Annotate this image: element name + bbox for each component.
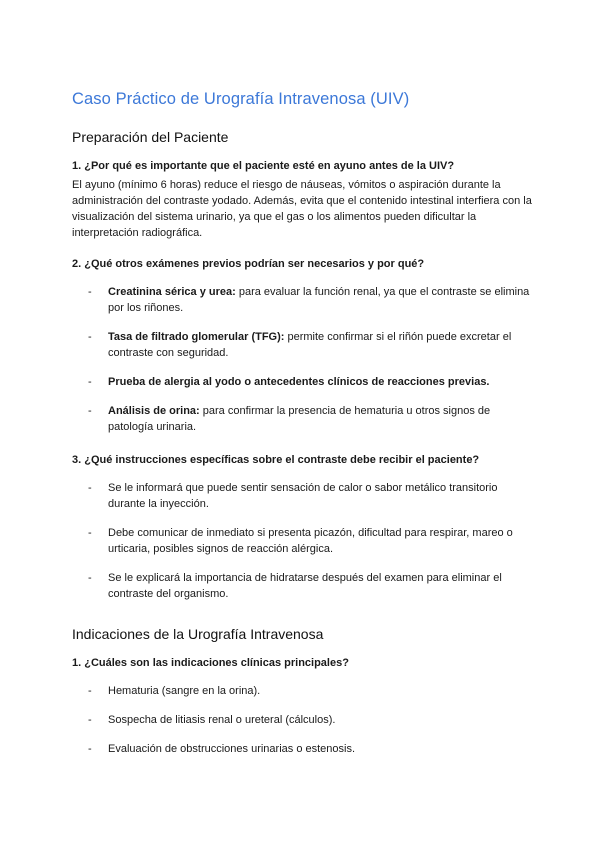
document-page xyxy=(72,90,532,770)
list-item-text: Se le informará que puede sentir sensación de calor o sabor metálico transitorio durante la inyección. xyxy=(108,482,498,510)
section-heading-preparation: Preparación del Paciente xyxy=(72,129,229,145)
section-heading-indications: Indicaciones de la Urografía Intravenosa xyxy=(72,626,324,642)
list-item-text: para evaluar la función renal, ya que el contraste se elimina por los riñones. xyxy=(108,286,530,314)
list-item-bold: Prueba de alergia al yodo o antecedentes clínicos de reacciones previas. xyxy=(108,376,490,388)
list-previous-exams xyxy=(72,284,532,435)
list-item xyxy=(72,712,532,728)
list-item xyxy=(72,480,532,512)
list-item-text: Se le explicará la importancia de hidratarse después del examen para eliminar el contraste del organismo. xyxy=(108,572,502,600)
list-bullet: - xyxy=(88,405,92,417)
list-bullet: - xyxy=(88,743,92,755)
list-item-bold: Creatinina sérica y urea: xyxy=(108,286,236,298)
list-item xyxy=(72,329,532,361)
list-item xyxy=(72,284,532,316)
list-clinical-indications xyxy=(72,683,532,757)
question-contrast-instructions: 3. ¿Qué instrucciones específicas sobre el contraste debe recibir el paciente? xyxy=(72,454,480,466)
list-bullet: - xyxy=(88,572,92,584)
list-item-text: Hematuria (sangre en la orina). xyxy=(108,685,261,697)
list-item xyxy=(72,403,532,435)
list-item-text: Evaluación de obstrucciones urinarias o estenosis. xyxy=(108,743,356,755)
list-item-text: permite confirmar si el riñón puede excretar el contraste con seguridad. xyxy=(108,331,512,359)
list-item xyxy=(72,570,532,602)
list-bullet: - xyxy=(88,286,92,298)
list-item-text: Sospecha de litiasis renal o ureteral (cálculos). xyxy=(108,714,336,726)
question-clinical-indications: 1. ¿Cuáles son las indicaciones clínicas principales? xyxy=(72,657,349,669)
list-item xyxy=(72,525,532,557)
answer-fasting: El ayuno (mínimo 6 horas) reduce el riesgo de náuseas, vómitos o aspiración durante la administración del contraste yodado. Además, evita que el contenido intestinal interfiera con la visualización del sistema urinario, ya que el gas o los alimentos pueden dificultar la interpretación radiográfica. xyxy=(72,179,532,239)
list-item-text: Debe comunicar de inmediato si presenta picazón, dificultad para respirar, mareo o urticaria, posibles signos de reacción alérgica. xyxy=(108,527,513,555)
list-bullet: - xyxy=(88,685,92,697)
list-item-bold: Tasa de filtrado glomerular (TFG): xyxy=(108,331,285,343)
list-bullet: - xyxy=(88,331,92,343)
list-item-bold: Análisis de orina: xyxy=(108,405,200,417)
list-item xyxy=(72,741,532,757)
list-item-text: para confirmar la presencia de hematuria u otros signos de patología urinaria. xyxy=(108,405,491,433)
list-contrast-instructions xyxy=(72,480,532,602)
list-bullet: - xyxy=(88,527,92,539)
list-item xyxy=(72,374,532,390)
document-title: Caso Práctico de Urografía Intravenosa (UIV) xyxy=(72,90,410,108)
question-fasting: 1. ¿Por qué es importante que el paciente esté en ayuno antes de la UIV? xyxy=(72,160,455,172)
list-bullet: - xyxy=(88,714,92,726)
list-bullet: - xyxy=(88,376,92,388)
list-item xyxy=(72,683,532,699)
list-bullet: - xyxy=(88,482,92,494)
question-previous-exams: 2. ¿Qué otros exámenes previos podrían ser necesarios y por qué? xyxy=(72,258,425,270)
